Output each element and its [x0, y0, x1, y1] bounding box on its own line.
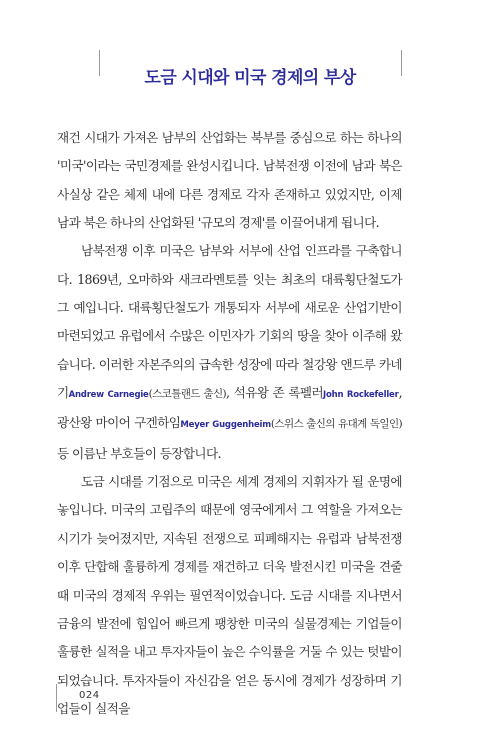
paragraph-1: 재건 시대가 가져온 남부의 산업화는 북부를 중심으로 하는 하나의 '미국'이라는 국민경제를 완성시킵니다. 남북전쟁 이전에 남과 북은 사실상 같은 체제 내에 다른 경제로 각자 존재하고 있었지만, 이제 남과 북은 하나의 산업화된 '규모의 경제'를 이끌어내게 됩니다.: [57, 130, 402, 231]
body-text: [57, 124, 402, 723]
name-rockefeller: John Rockefeller: [323, 390, 399, 401]
name-carnegie: Andrew Carnegie: [68, 390, 149, 401]
paragraph-2-text-d: 등 이름난 부호들이 등장합니다.: [57, 445, 221, 461]
header-right-rule: [401, 50, 402, 76]
note-carnegie: (스코틀랜드 출신): [148, 388, 226, 401]
paragraph-2: [57, 237, 402, 468]
paragraph-2-text-a: 남북전쟁 이후 미국은 남부와 서부에 산업 인프라를 구축합니다. 1869년, 오마하와 새크라멘토를 잇는 최초의 대륙횡단철도가 그 예입니다. 대륙횡단철도가 개통되자 서부에 새로운 산업기반이 마련되었고 유럽에서 수많은 이민자가 기회의 땅을 찾아 이주해 왔습니다. 이러한 자본주의의 급속한 성장에 따라 철강왕 앤드루 카네기: [57, 243, 402, 401]
section-title: 도금 시대와 미국 경제의 부상: [144, 68, 356, 89]
page-number: 024: [79, 690, 100, 701]
paragraph-3: 도금 시대를 기점으로 미국은 세계 경제의 지휘자가 될 운명에 놓입니다. 미국의 고립주의 때문에 영국에게서 그 역할을 가져오는 시기가 늦어졌지만, 지속된 전쟁으로 피폐해지는 유럽과 남북전쟁 이후 단합해 훌륭하게 경제를 재건하고 더욱 발전시킨 미국을 견줄 때 미국의 경제적 우위는 필연적이었습니다. 도금 시대를 지나면서 금융의 발전에 힘입어 빠르게 팽창한 미국의 실물경제는 기업들이 훌륭한 실적을 내고 투자자들이 높은 수익률을 거둘 수 있는 텃밭이 되었습니다. 투자자들이 자신감을 얻은 동시에 경제가 성장하며 기업들이 실적을: [57, 474, 402, 716]
paragraph-2-text-b: , 석유왕 존 록펠러: [226, 385, 324, 401]
paragraph-2-text-c: , 광산왕 마이어 구겐하임: [57, 385, 402, 431]
note-guggenheim: (스위스 출신의 유대계 독일인): [270, 418, 402, 431]
footer-rule: [56, 684, 57, 712]
name-guggenheim: Meyer Guggenheim: [180, 420, 271, 431]
